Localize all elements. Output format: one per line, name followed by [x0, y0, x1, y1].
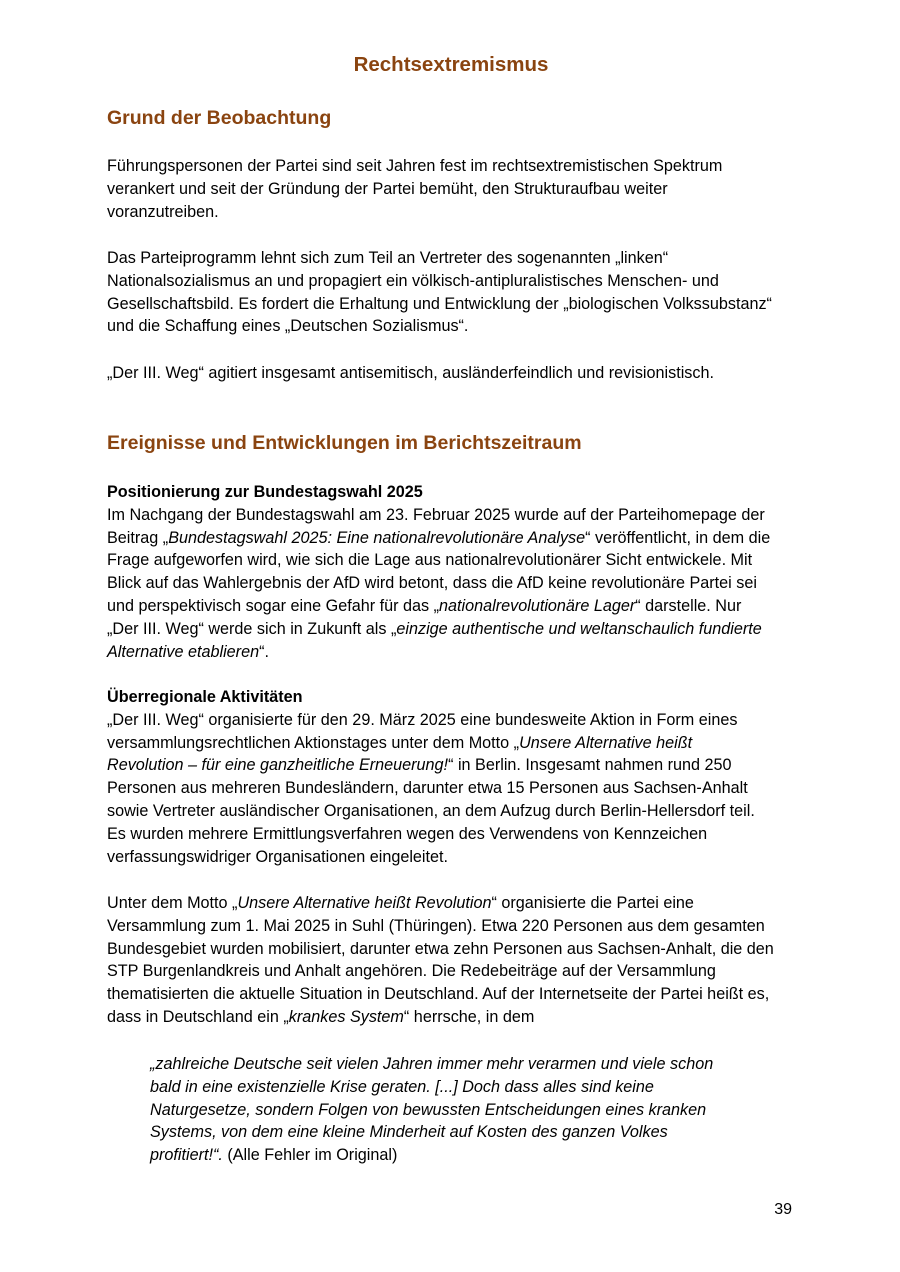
text-line: Unter dem Motto „Unsere Alternative heißt Revolution“ organisierte die Partei eine — [107, 894, 694, 912]
section-heading-grund: Grund der Beobachtung — [107, 107, 332, 129]
text-line: Beitrag „Bundestagswahl 2025: Eine nationalrevolutionäre Analyse“ veröffentlicht, in dem die — [107, 528, 771, 547]
italic-text: Revolution – für eine ganzheitliche Erneuerung! — [107, 756, 449, 775]
text-line: Versammlung zum 1. Mai 2025 in Suhl (Thüringen). Etwa 220 Personen aus dem gesamten — [107, 916, 765, 935]
italic-text: nationalrevolutionäre Lager — [439, 596, 636, 615]
italic-text: Unsere Alternative heißt — [519, 733, 693, 752]
subheading-ueberregional: Überregionale Aktivitäten — [107, 688, 303, 706]
text-line: und perspektivisch sogar eine Gefahr für das „nationalrevolutionäre Lager“ darstelle. Nur — [107, 596, 742, 615]
text-line: verfassungswidriger Organisationen eingeleitet. — [107, 847, 449, 866]
text-line: Frage aufgeworfen wird, wie sich die Lage aus nationalrevolutionärer Sicht entwickele. Mit — [107, 551, 753, 570]
text-line: Im Nachgang der Bundestagswahl am 23. Februar 2025 wurde auf der Parteihomepage der — [107, 505, 765, 524]
quote-line: bald in eine existenzielle Krise geraten. [...] Doch dass alles sind keine — [150, 1077, 654, 1096]
italic-text: Unsere Alternative heißt Revolution — [237, 894, 492, 912]
paragraph-ueberregional — [107, 686, 797, 868]
text-line: Nationalsozialismus an und propagiert ein völkisch-antipluralistisches Menschen- und — [107, 271, 719, 290]
text-line: Personen aus mehreren Bundesländern, darunter etwa 15 Personen aus Sachsen-Anhalt — [107, 779, 748, 798]
text-line: „Der III. Weg“ agitiert insgesamt antisemitisch, ausländerfeindlich und revisionistisch. — [107, 364, 714, 382]
text-line: Bundesgebiet wurden mobilisiert, darunter etwa zehn Personen aus Sachsen-Anhalt, die den — [107, 939, 774, 958]
page-number: 39 — [774, 1201, 792, 1218]
text-line: Revolution – für eine ganzheitliche Erneuerung!“ in Berlin. Insgesamt nahmen rund 250 — [107, 756, 732, 775]
text-line: sowie Vertreter ausländischer Organisationen, an dem Aufzug durch Berlin-Hellersdorf teil. — [107, 801, 755, 820]
quote-line: Naturgesetze, sondern Folgen von bewussten Entscheidungen eines kranken — [150, 1100, 707, 1119]
text-line: Führungspersonen der Partei sind seit Jahren fest im rechtsextremistischen Spektrum — [107, 157, 723, 175]
text-line: versammlungsrechtlichen Aktionstages unter dem Motto „Unsere Alternative heißt — [107, 733, 693, 752]
paragraph-agitiert — [107, 362, 797, 385]
italic-text: einzige authentische und weltanschaulich fundierte — [396, 619, 762, 638]
quote-line: profitiert!“. (Alle Fehler im Original) — [150, 1146, 398, 1165]
text-line: STP Burgenlandkreis und Anhalt angehören. Die Redebeiträge auf der Versammlung — [107, 962, 716, 981]
text-line: verankert und seit der Gründung der Partei bemüht, den Strukturaufbau weiter — [107, 179, 668, 198]
italic-text: krankes System — [288, 1007, 404, 1026]
text-line: voranzutreiben. — [107, 202, 219, 221]
text-line: Das Parteiprogramm lehnt sich zum Teil an Vertreter des sogenannten „linken“ — [107, 249, 669, 267]
quote-line: Systems, von dem eine kleine Minderheit auf Kosten des ganzen Volkes — [150, 1123, 668, 1142]
text-line: dass in Deutschland ein „krankes System“ herrsche, in dem — [107, 1007, 535, 1026]
text-line: „Der III. Weg“ werde sich in Zukunft als „einzige authentische und weltanschaulich fundierte — [107, 619, 762, 638]
paragraph-parteiprogramm — [107, 247, 797, 338]
italic-text: Alternative etablieren — [107, 642, 260, 661]
text-line: Alternative etablieren“. — [107, 642, 269, 661]
document-title: Rechtsextremismus — [353, 53, 549, 76]
subheading-bundestagswahl: Positionierung zur Bundestagswahl 2025 — [107, 483, 423, 501]
text-line: Blick auf das Wahlergebnis der AfD wird betont, dass die AfD keine revolutionäre Partei sei — [107, 574, 757, 593]
text-line: Gesellschaftsbild. Es fordert die Erhaltung und Entwicklung der „biologischen Volkssubstanz“ — [107, 294, 772, 313]
text-line: Es wurden mehrere Ermittlungsverfahren wegen des Verwendens von Kennzeichen — [107, 824, 708, 843]
paragraph-fuehrungspersonen — [107, 155, 797, 223]
paragraph-suhl — [107, 892, 797, 1029]
italic-text: Bundestagswahl 2025: Eine nationalrevolutionäre Analyse — [168, 528, 586, 547]
quote-line: „zahlreiche Deutsche seit vielen Jahren immer mehr verarmen und viele schon — [150, 1055, 714, 1073]
text-line: „Der III. Weg“ organisierte für den 29. März 2025 eine bundesweite Aktion in Form eines — [107, 710, 738, 729]
section-heading-ereignisse: Ereignisse und Entwicklungen im Berichtszeitraum — [107, 432, 582, 454]
text-line: und die Schaffung eines „Deutschen Sozialismus“. — [107, 317, 469, 336]
text-line: thematisierten die aktuelle Situation in Deutschland. Auf der Internetseite der Partei heißt es, — [107, 985, 770, 1004]
paragraph-bundestagswahl — [107, 481, 797, 663]
block-quote — [150, 1053, 770, 1167]
